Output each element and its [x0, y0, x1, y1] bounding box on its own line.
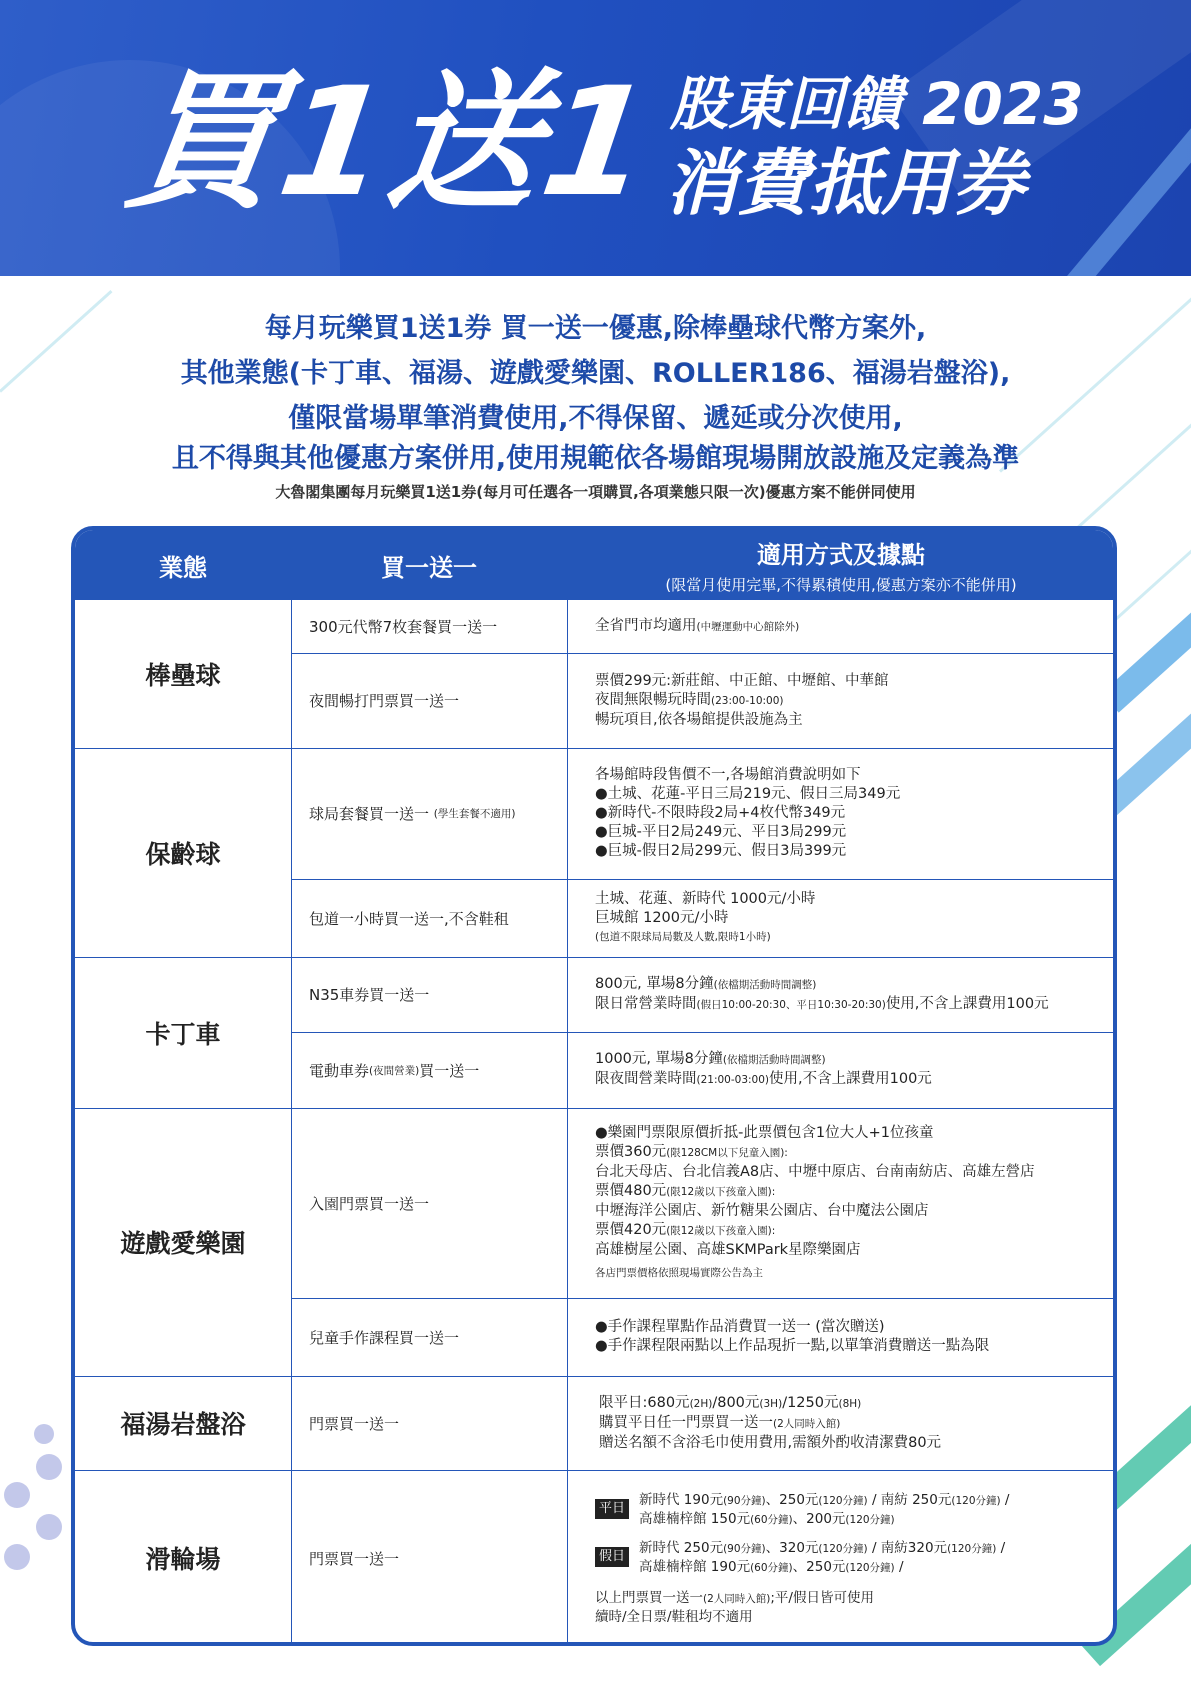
- detail-note: (假日10:00-20:30、平日10:30-20:30): [696, 998, 886, 1011]
- detail-line: [595, 1221, 1115, 1241]
- decor-dot: [4, 1482, 30, 1508]
- detail-note: (21:00-03:00): [696, 1074, 770, 1086]
- detail-note: (120分鐘): [818, 1542, 868, 1555]
- detail-note: (2H): [689, 1397, 713, 1410]
- detail-line: [595, 617, 1115, 637]
- detail-line: 各場館時段售價不一,各場館消費說明如下: [595, 767, 861, 783]
- detail-text: 全省門市均適用: [595, 617, 697, 634]
- category-kart: 卡丁車: [145, 1019, 221, 1049]
- usage-note: 大魯閣集團每月玩樂買1送1券(每月可任選各一項購買,各項業態只限一次)優惠方案不能併同使用: [275, 483, 916, 501]
- offer-text: 300元代幣7枚套餐買一送一: [309, 618, 498, 636]
- detail-line: 高雄樹屋公園、高雄SKMPark星際樂園店: [595, 1241, 861, 1258]
- offer-text: 兒童手作課程買一送一: [309, 1328, 460, 1347]
- intro-line-1: 每月玩樂買1送1券 買一送一優惠,除棒壘球代幣方案外,: [264, 313, 927, 344]
- skate-weekday-row: [595, 1491, 1115, 1529]
- intro-line-2: 其他業態(卡丁車、福湯、遊戲愛樂園、ROLLER186、福湯岩盤浴),: [180, 358, 1011, 389]
- offer-table: [71, 526, 1117, 1646]
- offer-baseball-tokens: [291, 600, 567, 653]
- detail-note: (60分鐘): [750, 1561, 793, 1574]
- header-detail-label: 適用方式及據點: [757, 541, 925, 569]
- detail-line: [595, 1070, 1115, 1090]
- detail-note: (120分鐘): [845, 1513, 895, 1526]
- detail-text: / 南紡320元: [867, 1539, 948, 1556]
- category-bowling: 保齡球: [145, 839, 221, 869]
- offer-text: N35車券買一送一: [309, 986, 430, 1004]
- detail-line: [639, 1491, 1009, 1510]
- detail-note: (23:00-10:00): [711, 694, 784, 707]
- detail-line: 贈送名額不含浴毛巾使用費用,需額外酌收清潔費80元: [599, 1434, 942, 1451]
- detail-text: 限平日:680元: [599, 1394, 690, 1411]
- decor-dot: [36, 1454, 62, 1480]
- detail-text: 高雄楠梓館 190元: [639, 1558, 751, 1575]
- detail-note: (限12歲以下孩童入園):: [666, 1224, 776, 1237]
- detail-line: 台北天母店、台北信義A8店、中壢中原店、台南南紡店、高雄左營店: [595, 1163, 1035, 1180]
- decor-dot: [4, 1544, 30, 1570]
- table-header: [75, 530, 1113, 600]
- detail-note: 各店門票價格依照現場實際公告為主: [595, 1266, 763, 1279]
- detail-text: /800元: [712, 1394, 760, 1411]
- offer-spa-ticket: [291, 1376, 567, 1470]
- detail-note: (90分鐘): [723, 1542, 766, 1555]
- detail-line: [639, 1510, 1009, 1529]
- detail-baseball-night: [567, 653, 1115, 748]
- detail-line: ●土城、花蓮-平日三局219元、假日三局349元: [595, 786, 901, 802]
- detail-note: (8H): [838, 1397, 862, 1410]
- detail-text: 高雄楠梓館 150元: [639, 1510, 751, 1527]
- offer-bowling-lane: [291, 879, 567, 957]
- detail-text: 800元, 單場8分鐘: [595, 975, 714, 992]
- detail-text: 以上門票買一送一: [595, 1589, 703, 1606]
- main-title: 買1送1: [115, 56, 665, 230]
- header-category: [75, 530, 291, 600]
- detail-note: (120分鐘): [845, 1561, 895, 1574]
- offer-text: 門票買一送一: [309, 1549, 400, 1568]
- detail-kart-n35: [567, 957, 1115, 1032]
- detail-text: 、320元: [765, 1539, 819, 1556]
- detail-line: ●巨城-假日2局299元、假日3局399元: [595, 843, 847, 859]
- detail-text: 使用,不含上課費用100元: [769, 1071, 932, 1087]
- detail-bowling-game: [567, 748, 1115, 879]
- detail-park-craft: [567, 1298, 1115, 1376]
- detail-note: (3H): [759, 1397, 783, 1410]
- intro-line-3: 僅限當場單筆消費使用,不得保留、遞延或分次使用,: [288, 403, 903, 434]
- detail-note: (120分鐘): [951, 1494, 1001, 1507]
- detail-text: 夜間無限暢玩時間: [595, 691, 711, 708]
- detail-line: 暢玩項目,依各場館提供設施為主: [595, 711, 803, 728]
- detail-skate: [567, 1470, 1115, 1646]
- detail-line: [595, 975, 1115, 995]
- header-offer: [291, 530, 567, 600]
- detail-note: (90分鐘): [723, 1494, 766, 1507]
- holiday-badge: 假日: [595, 1547, 629, 1567]
- header-offer-label: 買一送一: [381, 553, 477, 582]
- detail-text: 1000元, 單場8分鐘: [595, 1051, 723, 1067]
- detail-note: (依檔期活動時間調整): [713, 978, 817, 991]
- detail-line: 巨城館 1200元/小時: [595, 909, 729, 926]
- skate-holiday-prices: [639, 1539, 1005, 1577]
- detail-note: (2人同時入館): [773, 1417, 841, 1430]
- detail-text: 票價420元: [595, 1221, 667, 1238]
- detail-text: 票價360元: [595, 1143, 667, 1160]
- detail-line: [595, 1050, 1115, 1070]
- detail-text: 限夜間營業時間: [595, 1071, 697, 1087]
- detail-line: [595, 995, 1115, 1015]
- detail-note: (包道不限球局局數及人數,限時1小時): [595, 930, 771, 943]
- intro-line-4: 且不得與其他優惠方案併用,使用規範依各場館現場開放設施及定義為準: [171, 443, 1020, 474]
- offer-kart-electric: [291, 1032, 567, 1108]
- offer-baseball-night: [291, 653, 567, 748]
- offer-text: 門票買一送一: [309, 1414, 400, 1433]
- decor-dot: [34, 1424, 54, 1444]
- detail-line: [595, 1182, 1115, 1202]
- offer-text: 包道一小時買一送一,不含鞋租: [309, 909, 509, 928]
- detail-text: 購買平日任一門票買一送一: [599, 1414, 773, 1431]
- detail-bowling-lane: [567, 879, 1115, 957]
- detail-kart-electric: [567, 1032, 1115, 1108]
- detail-baseball-tokens: [567, 600, 1115, 653]
- offer-text: 夜間暢打門票買一送一: [309, 692, 460, 710]
- detail-note: (2人同時入館): [703, 1592, 771, 1605]
- detail-line: 票價299元:新莊館、中正館、中壢館、中華館: [595, 672, 889, 689]
- detail-note: (60分鐘): [750, 1513, 793, 1526]
- header-category-label: 業態: [159, 553, 207, 582]
- detail-text: /: [1000, 1491, 1010, 1508]
- header-detail: [567, 530, 1115, 600]
- category-skate: 滑輪場: [145, 1545, 221, 1574]
- offer-note: (學生套餐不適用): [433, 808, 516, 820]
- offer-note: (夜間營業): [369, 1064, 420, 1077]
- detail-text: 限日常營業時間: [595, 995, 697, 1012]
- offer-park-entry: [291, 1108, 567, 1298]
- detail-note: (限128CM以下兒童入園):: [666, 1146, 788, 1159]
- detail-note: (120分鐘): [947, 1542, 997, 1555]
- offer-text: 電動車券: [309, 1061, 370, 1080]
- decor-dot: [36, 1514, 62, 1540]
- skate-weekday-prices: [639, 1491, 1009, 1529]
- detail-line: [639, 1558, 1005, 1577]
- offer-park-craft: [291, 1298, 567, 1376]
- detail-line: [639, 1539, 1005, 1558]
- detail-spa: [567, 1376, 1115, 1470]
- detail-line: ●樂園門票限原價折抵-此票價包含1位大人+1位孩童: [595, 1124, 934, 1141]
- header-detail-sub: (限當月使用完畢,不得累積使用,優惠方案亦不能併用): [665, 576, 1017, 594]
- category-park: 遊戲愛樂園: [120, 1229, 246, 1258]
- detail-text: /: [996, 1539, 1006, 1556]
- detail-line: 土城、花蓮、新時代 1000元/小時: [595, 890, 816, 907]
- subtitle-line1: 股東回饋 2023: [670, 70, 1084, 138]
- offer-text: 入園門票買一送一: [309, 1194, 430, 1213]
- detail-text: 新時代 250元: [639, 1539, 724, 1556]
- detail-line: ●手作課程單點作品消費買一送一 (當次贈送): [595, 1319, 885, 1335]
- detail-line: [599, 1414, 1115, 1434]
- detail-line: ●手作課程限兩點以上作品現折一點,以單筆消費贈送一點為限: [595, 1338, 990, 1354]
- weekday-badge: 平日: [595, 1499, 629, 1519]
- offer-bowling-game: [291, 748, 567, 879]
- detail-text: / 南紡 250元: [867, 1491, 952, 1508]
- header-banner: [0, 0, 1191, 276]
- subtitle-line2: 消費抵用券: [665, 141, 1026, 225]
- detail-note: (120分鐘): [818, 1494, 868, 1507]
- category-spa: 福湯岩盤浴: [120, 1410, 246, 1439]
- offer-text: 球局套餐買一送一: [309, 805, 430, 823]
- detail-line: [599, 1394, 1115, 1414]
- detail-line: ●巨城-平日2局249元、平日3局299元: [595, 824, 847, 840]
- detail-text: 新時代 190元: [639, 1491, 724, 1508]
- detail-text: 使用,不含上課費用100元: [885, 995, 1049, 1012]
- offer-kart-n35: [291, 957, 567, 1032]
- detail-text: 票價480元: [595, 1182, 667, 1199]
- detail-text: 、250元: [792, 1558, 846, 1575]
- detail-text: /1250元: [782, 1394, 839, 1411]
- detail-text: 、200元: [792, 1510, 846, 1527]
- offer-skate-ticket: [291, 1470, 567, 1646]
- detail-line: ●新時代-不限時段2局+4枚代幣349元: [595, 805, 846, 821]
- detail-text: ;平/假日皆可使用: [770, 1589, 874, 1606]
- detail-line: [595, 1589, 1115, 1608]
- detail-text: 、250元: [765, 1491, 819, 1508]
- detail-line: 中壢海洋公園店、新竹糖果公園店、台中魔法公園店: [595, 1202, 929, 1219]
- offer-text: 買一送一: [419, 1061, 480, 1080]
- detail-park-entry: [567, 1108, 1115, 1298]
- detail-line: [595, 691, 1115, 711]
- detail-note: (中壢運動中心館除外): [696, 620, 800, 633]
- detail-text: /: [894, 1558, 904, 1575]
- detail-line: 續時/全日票/鞋租均不適用: [595, 1608, 753, 1625]
- detail-note: (限12歲以下孩童入園):: [666, 1185, 776, 1198]
- skate-holiday-row: [595, 1539, 1115, 1577]
- detail-line: [595, 1143, 1115, 1163]
- category-baseball: 棒壘球: [145, 661, 221, 690]
- detail-note: (依檔期活動時間調整): [722, 1054, 826, 1066]
